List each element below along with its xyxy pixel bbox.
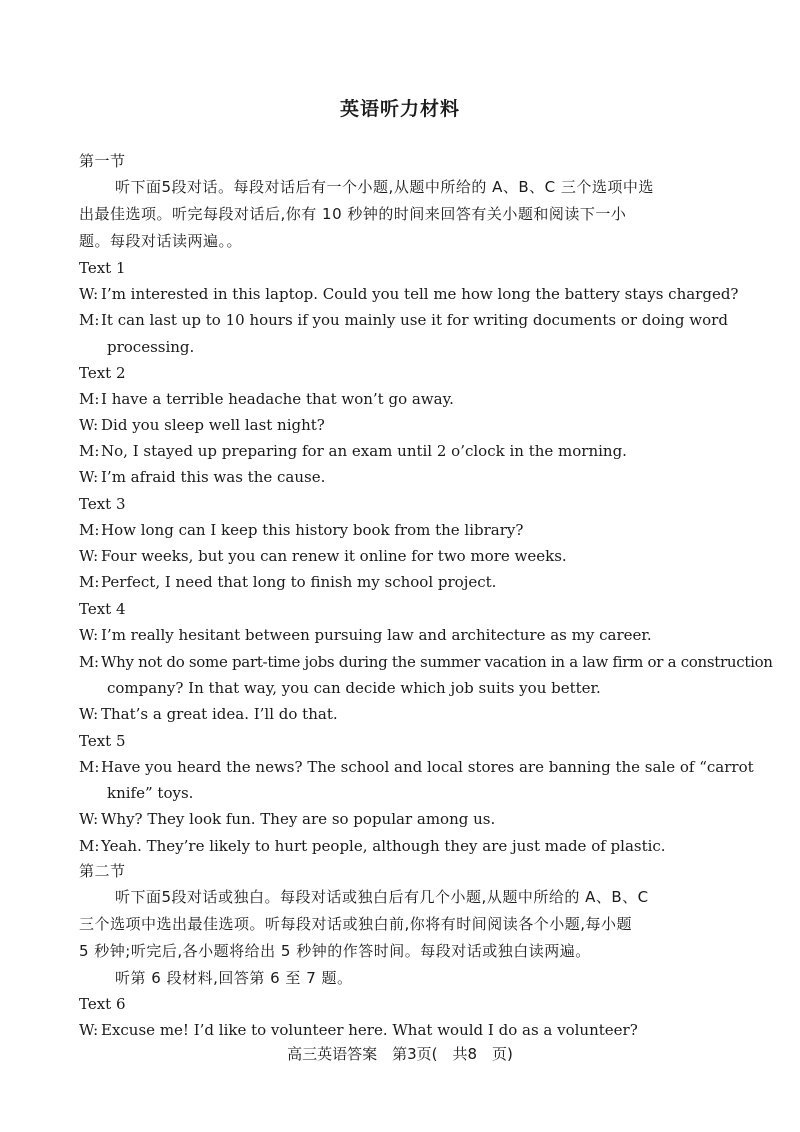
dialogue-line bbox=[79, 1021, 638, 1039]
speaker: M: bbox=[79, 311, 100, 329]
dialogue-line bbox=[79, 285, 738, 303]
instruction-line: 听下面5段对话或独白。每段对话或独白后有几个小题,从题中所给的 A、B、C bbox=[115, 888, 649, 906]
speaker: M: bbox=[79, 837, 100, 855]
utterance: That’s a great idea. I’ll do that. bbox=[101, 705, 338, 723]
utterance: Yeah. They’re likely to hurt people, although they are just made of plastic. bbox=[101, 837, 666, 855]
utterance: I have a terrible headache that won’t go away. bbox=[101, 390, 454, 408]
speaker: W: bbox=[79, 547, 99, 565]
dialogue-continuation: company? In that way, you can decide which job suits you better. bbox=[107, 679, 601, 697]
speaker: M: bbox=[79, 390, 100, 408]
dialogue-line bbox=[79, 758, 754, 776]
text-label: Text 3 bbox=[79, 495, 126, 513]
dialogue-line bbox=[79, 810, 495, 828]
utterance: I’m afraid this was the cause. bbox=[101, 468, 326, 486]
section-heading: 第二节 bbox=[79, 862, 126, 880]
utterance: Have you heard the news? The school and local stores are banning the sale of “carrot bbox=[101, 758, 754, 776]
utterance: Did you sleep well last night? bbox=[101, 416, 325, 434]
dialogue-line bbox=[79, 521, 523, 539]
utterance: How long can I keep this history book from the library? bbox=[101, 521, 524, 539]
dialogue-line bbox=[79, 442, 627, 460]
instruction-line: 出最佳选项。听完每段对话后,你有 10 秒钟的时间来回答有关小题和阅读下一小 bbox=[79, 205, 627, 223]
dialogue-line bbox=[79, 705, 338, 723]
speaker: W: bbox=[79, 626, 99, 644]
speaker: M: bbox=[79, 758, 100, 776]
page-footer: 高三英语答案 第3页( 共8 页) bbox=[287, 1045, 513, 1063]
speaker: W: bbox=[79, 468, 99, 486]
utterance: Four weeks, but you can renew it online for two more weeks. bbox=[101, 547, 567, 565]
speaker: W: bbox=[79, 416, 99, 434]
instruction-line: 题。每段对话读两遍。。 bbox=[79, 232, 243, 250]
text-label: Text 4 bbox=[79, 600, 126, 618]
speaker: W: bbox=[79, 705, 99, 723]
dialogue-line bbox=[79, 468, 325, 486]
instruction-line: 5 秒钟;听完后,各小题将给出 5 秒钟的作答时间。每段对话或独白读两遍。 bbox=[79, 942, 591, 960]
dialogue-line bbox=[79, 626, 652, 644]
dialogue-continuation: knife” toys. bbox=[107, 784, 194, 802]
speaker: M: bbox=[79, 442, 100, 460]
speaker: W: bbox=[79, 810, 99, 828]
utterance: It can last up to 10 hours if you mainly use it for writing documents or doing word bbox=[101, 311, 728, 329]
speaker: M: bbox=[79, 653, 99, 671]
instruction-line: 三个选项中选出最佳选项。听每段对话或独白前,你将有时间阅读各个小题,每小题 bbox=[79, 915, 633, 933]
utterance: Why? They look fun. They are so popular among us. bbox=[101, 810, 496, 828]
section-heading: 第一节 bbox=[79, 152, 126, 170]
dialogue-line bbox=[79, 311, 728, 329]
text-label: Text 5 bbox=[79, 732, 126, 750]
utterance: Why not do some part-time jobs during the summer vacation in a law firm or a construction bbox=[101, 653, 773, 671]
dialogue-line bbox=[79, 390, 454, 408]
text-label: Text 2 bbox=[79, 364, 126, 382]
utterance: Perfect, I need that long to finish my school project. bbox=[101, 573, 497, 591]
dialogue-line bbox=[79, 573, 496, 591]
utterance: I’m really hesitant between pursuing law and architecture as my career. bbox=[101, 626, 652, 644]
utterance: No, I stayed up preparing for an exam until 2 o’clock in the morning. bbox=[101, 442, 627, 460]
speaker: W: bbox=[79, 1021, 99, 1039]
speaker: M: bbox=[79, 521, 100, 539]
speaker: W: bbox=[79, 285, 99, 303]
dialogue-line bbox=[79, 653, 773, 671]
instruction-line: 听下面5段对话。每段对话后有一个小题,从题中所给的 A、B、C 三个选项中选 bbox=[115, 178, 654, 196]
dialogue-continuation: processing. bbox=[107, 338, 195, 356]
text-label: Text 1 bbox=[79, 259, 126, 277]
page-title: 英语听力材料 bbox=[339, 98, 460, 120]
utterance: I’m interested in this laptop. Could you tell me how long the battery stays charged? bbox=[101, 285, 739, 303]
sub-instruction: 听第 6 段材料,回答第 6 至 7 题。 bbox=[115, 969, 353, 987]
speaker: M: bbox=[79, 573, 100, 591]
text-label: Text 6 bbox=[79, 995, 126, 1013]
dialogue-line bbox=[79, 547, 567, 565]
utterance: Excuse me! I’d like to volunteer here. What would I do as a volunteer? bbox=[101, 1021, 638, 1039]
dialogue-line bbox=[79, 416, 325, 434]
dialogue-line bbox=[79, 837, 666, 855]
